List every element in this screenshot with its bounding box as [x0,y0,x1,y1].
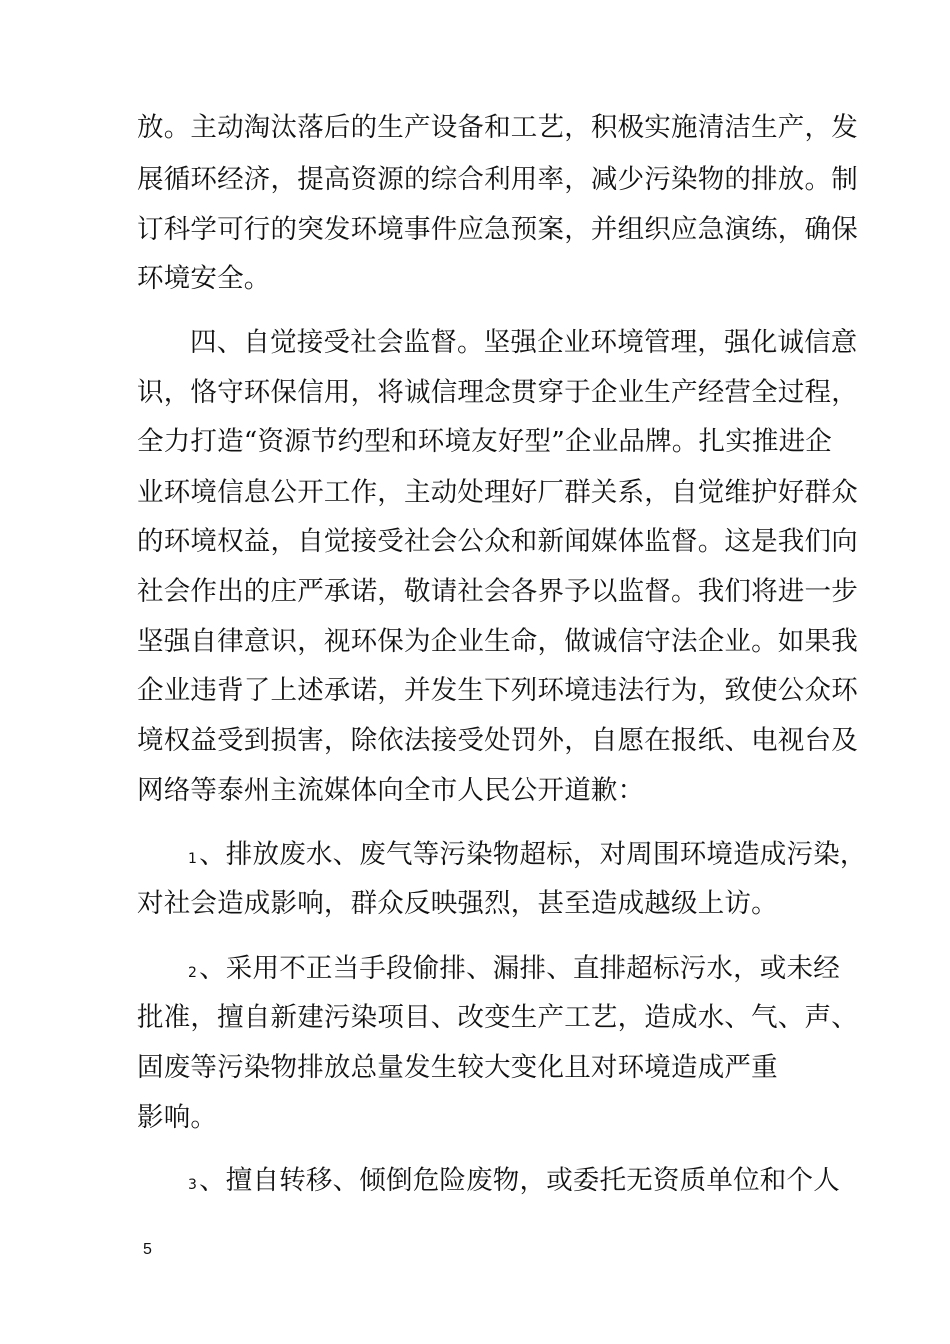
paragraph-line: 的环境权益，自觉接受社会公众和新闻媒体监督。这是我们向 [137,526,858,557]
list-item-text: 、擅自转移、倾倒危险废物，或委托无资质单位和个人 [199,1165,840,1196]
paragraph-line: 境权益受到损害，除依法接受处罚外，自愿在报纸、电视台及 [137,725,858,756]
paragraph-line: 识，恪守环保信用，将诚信理念贯穿于企业生产经营全过程， [137,377,858,408]
list-item-number: 3 [188,1177,198,1193]
paragraph-line: 展循环经济，提高资源的综合利用率，减少污染物的排放。制 [137,164,858,195]
list-item-2-line: 影响。 [137,1102,218,1133]
paragraph-line: 全力打造“资源节约型和环境友好型”企业品牌。扎实推进企 [137,426,832,457]
paragraph-line: 社会作出的庄严承诺，敬请社会各界予以监督。我们将进一步 [137,576,858,607]
list-item-text: 、采用不正当手段偷排、漏排、直排超标污水，或未经 [199,953,840,984]
paragraph-line: 环境安全。 [137,263,271,294]
list-item-1-line: 对社会造成影响，群众反映强烈，甚至造成越级上访。 [137,888,778,919]
list-item-1-line [0,835,950,875]
list-item-2-line [0,949,950,989]
list-item-text: 、排放废水、废气等污染物超标，对周围环境造成污染， [199,839,867,870]
page-number: 5 [143,1241,152,1258]
paragraph-line: 企业违背了上述承诺，并发生下列环境违法行为，致使公众环 [137,675,858,706]
paragraph-line: 四、自觉接受社会监督。坚强企业环境管理，强化诚信意 [190,327,858,358]
paragraph-line: 坚强自律意识，视环保为企业生命，做诚信守法企业。如果我 [137,626,858,657]
list-item-2-line: 固废等污染物排放总量发生较大变化且对环境造成严重 [137,1052,778,1083]
paragraph-line: 放。主动淘汰落后的生产设备和工艺，积极实施清洁生产，发 [137,112,858,143]
paragraph-line: 业环境信息公开工作，主动处理好厂群关系，自觉维护好群众 [137,477,858,508]
list-item-3-line [0,1161,950,1201]
list-item-number: 2 [188,965,198,981]
list-item-2-line: 批准，擅自新建污染项目、改变生产工艺，造成水、气、声、 [137,1002,858,1033]
paragraph-line: 网络等泰州主流媒体向全市人民公开道歉： [137,775,645,806]
list-item-number: 1 [188,851,198,867]
paragraph-line: 订科学可行的突发环境事件应急预案，并组织应急演练，确保 [137,214,858,245]
